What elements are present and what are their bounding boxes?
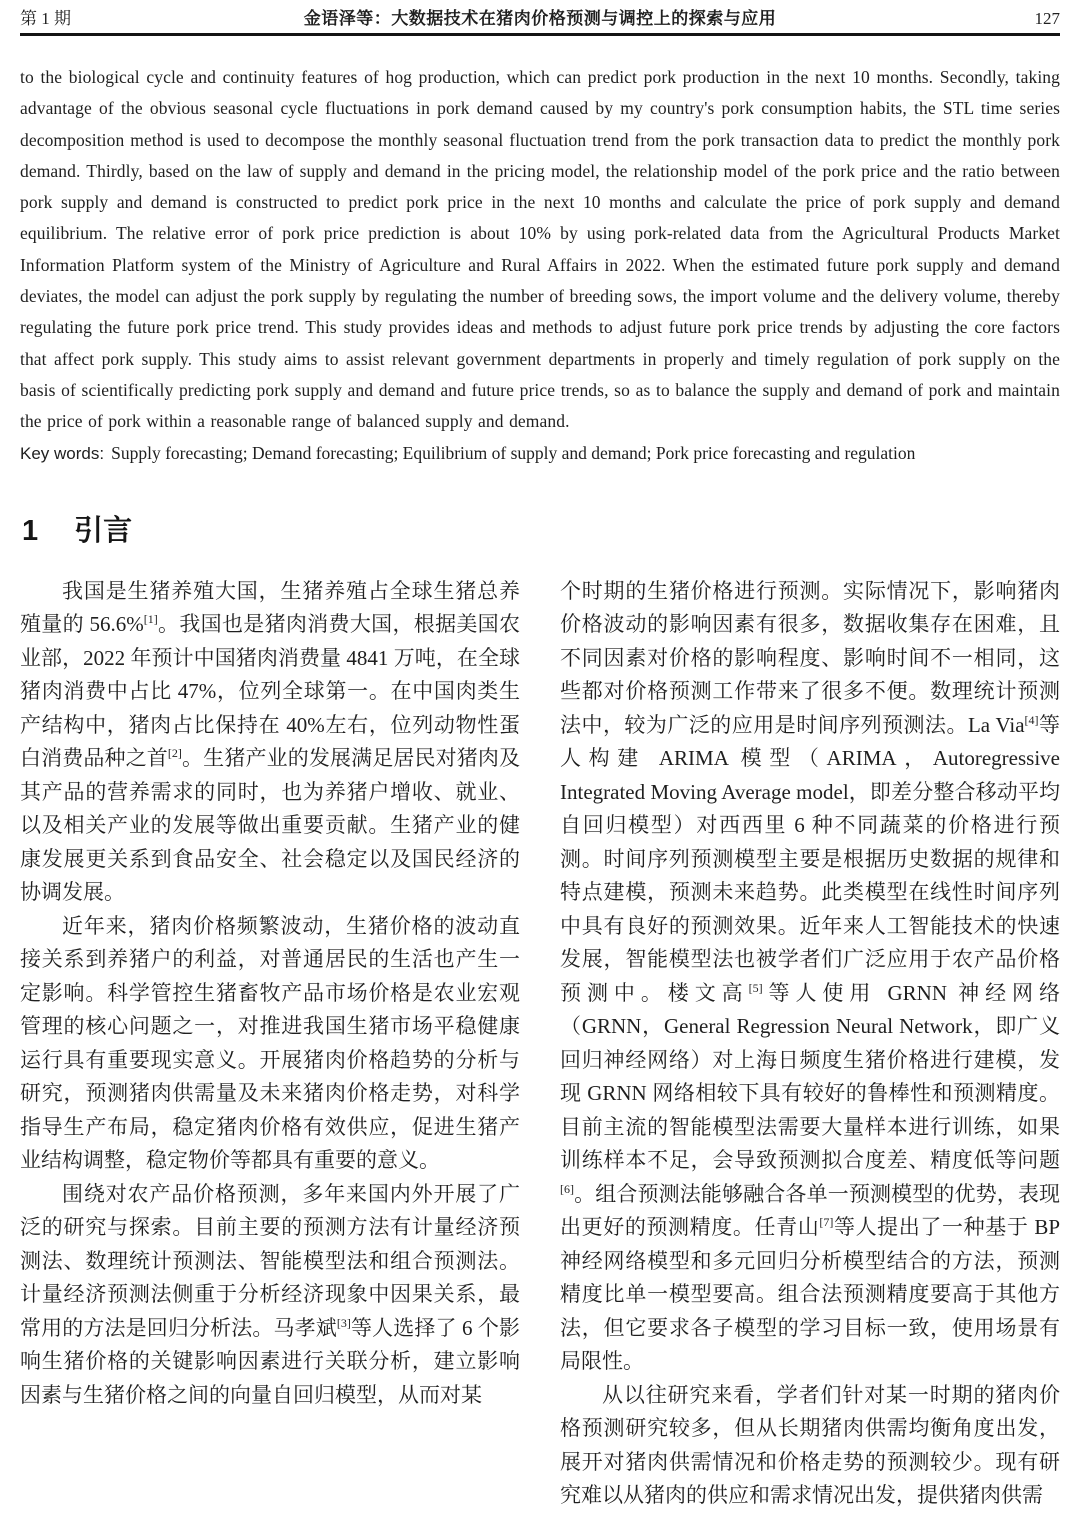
page-number: 127 (1034, 9, 1060, 28)
citation-ref: [3] (336, 1315, 351, 1330)
keywords-label: Key words: (20, 443, 105, 463)
keywords-line (20, 438, 1060, 469)
paragraph: 我国是生猪养殖大国，生猪养殖占全球生猪总养殖量的 56.6%[1]。我国也是猪肉消费大国，根据美国农业部，2022 年预计中国猪肉消费量 4841 万吨，在全球猪肉消费中占比 47%，位列全球第一。在中国肉类生产结构中，猪肉占比保持在 40%左右，位列动物性蛋白消费品种之首[2]。生猪产业的发展满足居民对猪肉及其产品的营养需求的同时，也为养猪户增收、就业、以及相关产业的发展等做出重要贡献。生猪产业的健康发展更关系到食品安全、社会稳定以及国民经济的协调发展。 (20, 578, 521, 905)
left-column (20, 575, 520, 1513)
citation-ref: [5] (748, 980, 763, 995)
citation-ref: [6] (560, 1181, 574, 1196)
paragraph: 个时期的生猪价格进行预测。实际情况下，影响猪肉价格波动的影响因素有很多，数据收集存在困难，且不同因素对价格的影响程度、影响时间不一相同，这些都对价格预测工作带来了很多不便。数理统计预测法中，较为广泛的应用是时间序列预测法。La Via[4]等人构建 ARIMA 模型（ARIMA，Autoregressive Integrated Moving Average model，即差分整合移动平均自回归模型）对西西里 6 种不同蔬菜的价格进行预测。时间序列预测模型主要是根据历史数据的规律和特点建模，预测未来趋势。此类模型在线性时间序列中具有良好的预测效果。近年来人工智能技术的快速发展，智能模型法也被学者们广泛应用于农产品价格预测中。楼文高[5]等人使用 GRNN 神经网络（GRNN，General Regression Neural Network，即广义回归神经网络）对上海日频度生猪价格进行建模，发现 GRNN 网络相较下具有较好的鲁棒性和预测精度。目前主流的智能模型法需要大量样本进行训练，如果训练样本不足，会导致预测拟合度差、精度低等问题[6]。组合预测法能够融合各单一预测模型的优势，表现出更好的预测精度。任青山[7]等人提出了一种基于 BP 神经网络模型和多元回归分析模型结合的方法，预测精度比单一模型要高。组合法预测精度要高于其他方法，但它要求各子模型的学习目标一致，使用场景有局限性。 (560, 578, 1061, 1374)
section-heading (22, 511, 1060, 551)
citation-ref: [2] (167, 746, 182, 761)
issue-label: 第 1 期 (20, 9, 71, 28)
paragraph: 围绕对农产品价格预测，多年来国内外开展了广泛的研究与探索。目前主要的预测方法有计量经济预测法、数理统计预测法、智能模型法和组合预测法。计量经济预测法侧重于分析经济现象中因果关系，最常用的方法是回归分析法。马孝斌[3]等人选择了 6 个影响生猪价格的关键影响因素进行关联分析，建立影响因素与生猪价格之间的向量自回归模型，从而对某 (20, 1181, 520, 1407)
keywords-text: Supply forecasting; Demand forecasting; Equilibrium of supply and demand; Pork price forecasting and regulation (111, 442, 916, 463)
header-rule (20, 33, 1060, 36)
abstract-text: to the biological cycle and continuity features of hog production, which can predict pork production in the next 10 months. Secondly, taking advantage of the obvious seasonal cycle fluctuations in pork demand caused by my country's pork consumption habits, the STL time series decomposition method is used to decompose the monthly seasonal fluctuation trend from the pork transaction data to predict the monthly pork demand. Thirdly, based on the law of supply and demand in the pricing model, the relationship model of the pork price and the ratio between pork supply and demand is constructed to predict pork price in the next 10 months and calculate the price of pork supply and demand equilibrium. The relative error of pork price prediction is about 10% by using pork-related data from the Agricultural Products Market Information Platform system of the Ministry of Agriculture and Rural Affairs in 2022. When the estimated future pork supply and demand deviates, the model can adjust the pork supply by regulating the number of breeding sows, the import volume and the delivery volume, thereby regulating the future pork price trend. This study provides ideas and methods to adjust future pork price trends by adjusting the core factors that affect pork supply. This study aims to assist relevant government departments in properly and timely regulation of pork supply on the basis of scientifically predicting pork supply and demand and future price trends, so as to balance the supply and demand of pork and maintain the price of pork within a reasonable range of balanced supply and demand. (20, 67, 1060, 432)
citation-ref: [1] (143, 612, 158, 627)
paragraph: 从以往研究来看，学者们针对某一时期的猪肉价格预测研究较多，但从长期猪肉供需均衡角度出发，展开对猪肉供需情况和价格走势的预测较少。现有研究难以从猪肉的供应和需求情况出发，提供猪肉供需 (560, 1382, 1060, 1508)
body-columns (20, 575, 1060, 1513)
paragraph: 近年来，猪肉价格频繁波动，生猪价格的波动直接关系到养猪户的利益，对普通居民的生活也产生一定影响。科学管控生猪畜牧产品市场价格是农业宏观管理的核心问题之一，对推进我国生猪市场平稳健康运行具有重要现实意义。开展猪肉价格趋势的分析与研究，预测猪肉供需量及未来猪肉价格走势，对科学指导生产布局，稳定猪肉价格有效供应，促进生猪产业结构调整，稳定物价等都具有重要的意义。 (20, 913, 520, 1173)
running-title: 金语泽等：大数据技术在猪肉价格预测与调控上的探索与应用 (303, 9, 777, 28)
right-column (560, 575, 1060, 1513)
section-title: 引言 (74, 514, 133, 547)
citation-ref: [7] (819, 1215, 834, 1230)
page-header (20, 0, 1060, 29)
section-number: 1 (22, 514, 39, 547)
citation-ref: [4] (1024, 712, 1039, 727)
